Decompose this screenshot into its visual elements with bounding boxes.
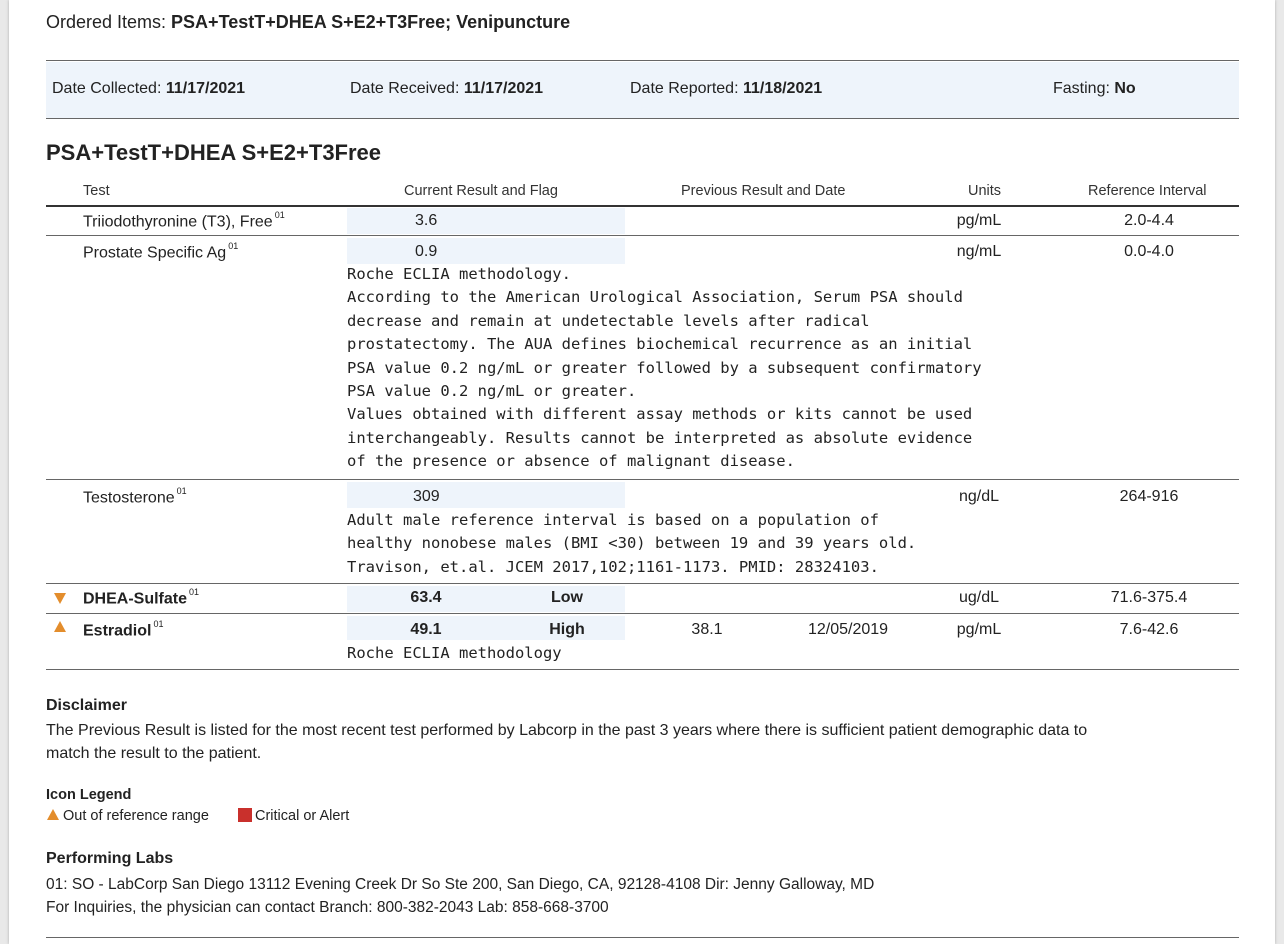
date-received-value: 11/17/2021: [463, 80, 544, 97]
lab-superscript: 01: [176, 486, 187, 496]
fasting: [1053, 80, 1136, 98]
result-value: 3.6: [415, 212, 438, 229]
lab-superscript: 01: [153, 619, 164, 629]
up-triangle-icon: [47, 809, 59, 820]
section-title: PSA+TestT+DHEA S+E2+T3Free: [46, 140, 382, 165]
disclaimer-line-1: The Previous Result is listed for the most recent test performed by Labcorp in the past 3 years where there is sufficient patient demographic data to: [46, 722, 1088, 739]
row-divider: [46, 583, 1239, 584]
date-reported-label: Date Reported:: [630, 80, 743, 97]
result-shade: [347, 208, 625, 234]
reference-interval: 0.0-4.0: [1124, 243, 1174, 260]
reference-interval: 7.6-42.6: [1119, 621, 1179, 638]
reference-interval: 71.6-375.4: [1110, 589, 1188, 606]
test-name-testosterone: [83, 488, 187, 507]
date-received: [350, 80, 543, 98]
fasting-value: No: [1114, 80, 1136, 97]
date-collected-label: Date Collected:: [52, 80, 166, 97]
header-divider: [46, 205, 1239, 207]
divider: [46, 118, 1239, 119]
test-name-label: DHEA-Sulfate: [83, 590, 188, 608]
performing-labs-line-2: For Inquiries, the physician can contact Branch: 800-382-2043 Lab: 858-668-3700: [46, 899, 609, 916]
col-header-test: Test: [83, 183, 110, 199]
units: pg/mL: [956, 212, 1002, 229]
col-header-previous: Previous Result and Date: [681, 183, 846, 199]
row-divider: [46, 669, 1239, 670]
test-name-estradiol: [83, 621, 163, 640]
footer-divider: [46, 937, 1239, 938]
units: pg/mL: [956, 621, 1002, 638]
critical-alert-icon: [238, 808, 252, 822]
result-value: 63.4: [410, 589, 442, 606]
result-value: 0.9: [415, 243, 438, 260]
date-collected: [52, 80, 245, 98]
result-value: 309: [413, 488, 440, 505]
col-header-units: Units: [968, 183, 1002, 199]
disclaimer-heading: Disclaimer: [46, 697, 127, 714]
reference-interval: 264-916: [1119, 488, 1179, 505]
ordered-items-value: PSA+TestT+DHEA S+E2+T3Free; Venipuncture: [171, 12, 571, 32]
test-name-psa: [83, 243, 238, 262]
reference-interval: 2.0-4.4: [1124, 212, 1174, 229]
test-name-label: Triiodothyronine (T3), Free: [83, 213, 273, 231]
test-name-label: Prostate Specific Ag: [83, 244, 227, 262]
result-shade: [347, 482, 625, 508]
result-value: 49.1: [410, 621, 442, 638]
legend-critical: Critical or Alert: [255, 808, 350, 824]
result-comment-estradiol: Roche ECLIA methodology: [347, 644, 562, 662]
result-comment-psa: Roche ECLIA methodology. According to the American Urological Association, Serum PSA should decrease and remain at undetectable levels after radical prostatectomy. The AUA defines biochemical recurrence as an initial PSA value 0.2 ng/mL or greater followed by a subsequent confirmatory PSA value 0.2 ng/mL or greater. Values obtained with different assay methods or kits cannot be used interchangeably. Results cannot be interpreted as absolute evidence of the presence or absence of malignant disease.: [347, 265, 982, 471]
test-name-label: Estradiol: [83, 622, 152, 640]
test-name-label: Testosterone: [83, 489, 175, 507]
test-name-dhea: [83, 589, 199, 608]
units: ng/mL: [956, 243, 1002, 260]
units: ug/dL: [958, 589, 1000, 606]
legend-out-of-range: Out of reference range: [63, 808, 209, 824]
lab-superscript: 01: [228, 241, 239, 251]
date-collected-value: 11/17/2021: [165, 80, 246, 97]
result-shade: [347, 238, 625, 264]
date-reported: [630, 80, 822, 98]
icon-legend-heading: Icon Legend: [46, 787, 132, 803]
down-triangle-icon: [54, 593, 66, 604]
up-triangle-icon: [54, 621, 66, 632]
performing-labs-heading: Performing Labs: [46, 850, 174, 867]
result-flag: High: [549, 621, 585, 638]
row-divider: [46, 235, 1239, 236]
previous-date: 12/05/2019: [807, 621, 889, 638]
performing-labs-line-1: 01: SO - LabCorp San Diego 13112 Evening Creek Dr So Ste 200, San Diego, CA, 92128-4108 Dir: Jenny Galloway, MD: [46, 876, 875, 893]
result-comment-testosterone: Adult male reference interval is based on a population of healthy nonobese males (BMI <30) between 19 and 39 years old. Travison, et.al. JCEM 2017,102;1161-1173. PMID: 28324103.: [347, 511, 917, 576]
fasting-label: Fasting:: [1053, 80, 1115, 97]
date-received-label: Date Received:: [350, 80, 464, 97]
col-header-current: Current Result and Flag: [404, 183, 558, 199]
previous-result: 38.1: [691, 621, 723, 638]
units: ng/dL: [958, 488, 1000, 505]
divider: [46, 60, 1239, 61]
col-header-reference: Reference Interval: [1088, 183, 1207, 199]
report-page: [9, 0, 1275, 944]
row-divider: [46, 613, 1239, 614]
ordered-items: [46, 12, 570, 33]
lab-superscript: 01: [274, 210, 285, 220]
test-name-t3: [83, 212, 285, 231]
result-flag: Low: [551, 589, 583, 606]
row-divider: [46, 479, 1239, 480]
date-reported-value: 11/18/2021: [742, 80, 823, 97]
lab-superscript: 01: [189, 587, 200, 597]
disclaimer-line-2: match the result to the patient.: [46, 745, 262, 762]
ordered-items-label: Ordered Items:: [46, 12, 172, 32]
